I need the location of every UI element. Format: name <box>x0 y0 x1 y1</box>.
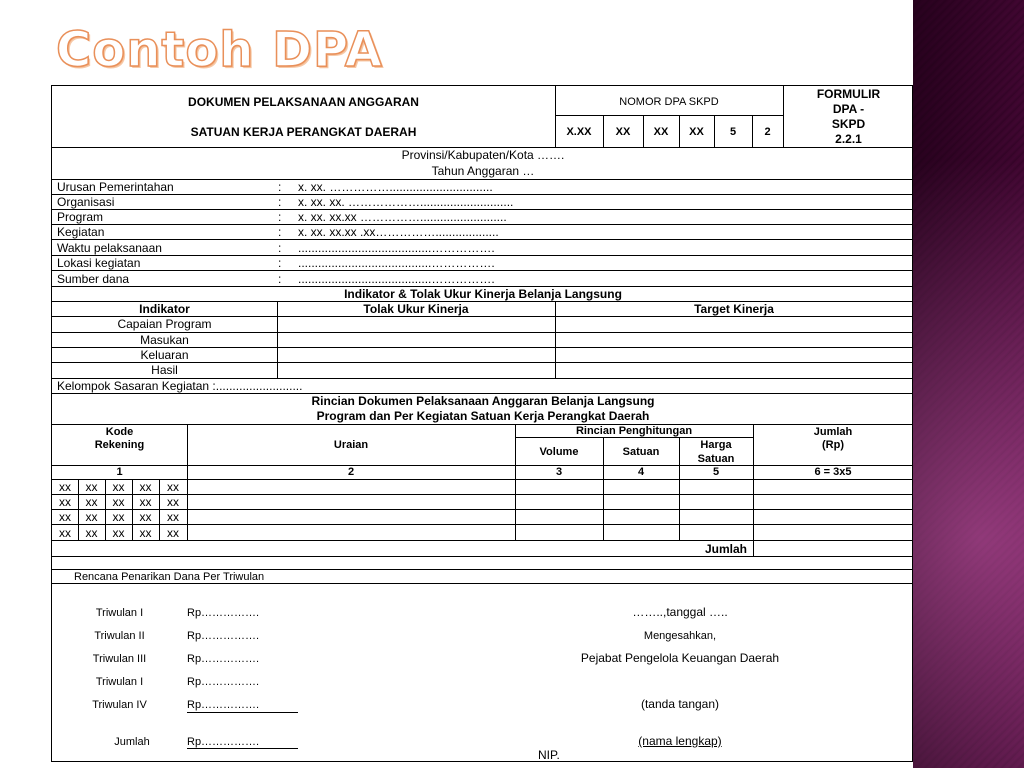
col-number: 5 <box>712 466 720 478</box>
jumlah-penarikan-label: Jumlah <box>114 736 150 748</box>
formulir-line: FORMULIR <box>816 87 881 101</box>
info-sep: : <box>278 241 282 255</box>
nomor-dpa-label: NOMOR DPA SKPD <box>619 96 719 108</box>
triwulan-label: Triwulan I <box>95 676 144 688</box>
rekening-label: Rekening <box>94 439 145 451</box>
triwulan-value: Rp……………. <box>187 653 260 665</box>
divider <box>52 270 913 271</box>
triwulan-label: Triwulan III <box>92 653 147 665</box>
jumlah-label: Jumlah <box>813 426 853 438</box>
info-value: x. xx. xx.xx .xx……………................... <box>298 225 499 239</box>
indikator-heading: Indikator & Tolak Ukur Kinerja Belanja Langsung <box>344 287 622 301</box>
info-value: ........................................……………. <box>298 272 495 286</box>
col-tolak-ukur: Tolak Ukur Kinerja <box>363 302 469 316</box>
info-sep: : <box>278 180 282 194</box>
col-number: 4 <box>637 466 645 478</box>
signature-pejabat: Pejabat Pengelola Keuangan Daerah <box>580 651 780 665</box>
harga-label: Harga <box>700 439 732 451</box>
region-line-2: Tahun Anggaran … <box>431 164 535 178</box>
doc-title-line-1: DOKUMEN PELAKSANAAN ANGGARAN <box>188 95 419 109</box>
info-sep: : <box>278 272 282 286</box>
indikator-row: Hasil <box>151 363 178 377</box>
code-cell: xx <box>85 526 98 540</box>
code-cell: xx <box>167 526 179 540</box>
jumlah-penarikan-value: Rp……………. <box>187 736 260 748</box>
code-cell: xx <box>139 495 152 509</box>
nomor-code: XX <box>653 126 669 138</box>
code-cell: xx <box>59 480 71 494</box>
info-value: x. xx. ……………............................... <box>298 180 493 194</box>
signature-nip: NIP. <box>538 748 560 762</box>
col-number: 3 <box>555 466 563 478</box>
rincian-heading-1: Rincian Dokumen Pelaksanaan Anggaran Belanja Langsung <box>311 394 655 408</box>
triwulan-label: Triwulan IV <box>92 699 147 711</box>
formulir-line: SKPD <box>831 117 866 131</box>
triwulan-value: Rp……………. <box>187 699 260 711</box>
divider <box>187 748 298 749</box>
signature-date: ……..,tanggal ….. <box>632 605 728 619</box>
code-cell: xx <box>167 495 179 509</box>
jumlah-rp-label: (Rp) <box>822 439 844 451</box>
formulir-line: 2.2.1 <box>835 132 862 146</box>
signature-mengesahkan: Mengesahkan, <box>643 630 717 642</box>
info-label: Kegiatan <box>57 225 105 239</box>
indikator-row: Masukan <box>140 333 189 347</box>
info-value: x. xx. xx. ………………............................ <box>298 195 514 209</box>
divider <box>52 239 913 240</box>
slide-title: Contoh DPA <box>56 22 383 78</box>
code-cell: xx <box>112 526 125 540</box>
indikator-row: Keluaran <box>140 348 189 362</box>
divider <box>515 424 516 540</box>
triwulan-value: Rp……………. <box>187 630 260 642</box>
divider <box>52 556 913 557</box>
triwulan-value: Rp……………. <box>187 607 260 619</box>
region-line-1: Provinsi/Kabupaten/Kota ……. <box>401 148 565 162</box>
code-cell: xx <box>59 526 71 540</box>
formulir-line: DPA - <box>832 102 865 116</box>
code-cell: xx <box>139 480 152 494</box>
code-cell: xx <box>167 510 179 524</box>
code-cell: xx <box>112 480 125 494</box>
nomor-code: XX <box>689 126 704 138</box>
divider <box>52 524 913 525</box>
dpa-form <box>51 85 913 762</box>
info-sep: : <box>278 256 282 270</box>
code-cell: xx <box>167 480 179 494</box>
info-sep: : <box>278 195 282 209</box>
nomor-code: 2 <box>764 126 771 138</box>
decorative-side-panel <box>913 0 1024 768</box>
rincian-heading-2: Program dan Per Kegiatan Satuan Kerja Perangkat Daerah <box>316 409 650 423</box>
harga-satuan-label: Satuan <box>697 453 735 465</box>
code-cell: xx <box>85 495 98 509</box>
kode-label: Kode <box>105 426 134 438</box>
doc-title-line-2: SATUAN KERJA PERANGKAT DAERAH <box>190 125 417 139</box>
info-label: Lokasi kegiatan <box>57 256 141 270</box>
code-cell: xx <box>85 510 98 524</box>
penghitungan-label: Rincian Penghitungan <box>575 425 693 437</box>
info-label: Waktu pelaksanaan <box>57 241 162 255</box>
info-label: Organisasi <box>57 195 115 209</box>
code-cell: xx <box>139 510 152 524</box>
nomor-code: 5 <box>729 126 737 138</box>
col-number: 2 <box>347 466 355 478</box>
nomor-code: X.XX <box>566 126 592 138</box>
volume-label: Volume <box>539 446 579 458</box>
jumlah-total-label: Jumlah <box>705 542 748 556</box>
info-sep: : <box>278 225 282 239</box>
info-label: Program <box>57 210 104 224</box>
code-cell: xx <box>139 526 152 540</box>
divider <box>52 583 913 584</box>
col-number: 6 = 3x5 <box>814 466 852 478</box>
triwulan-label: Triwulan II <box>94 630 145 642</box>
code-cell: xx <box>112 510 125 524</box>
col-number: 1 <box>116 466 123 478</box>
info-sep: : <box>278 210 282 224</box>
signature-tanda-tangan: (tanda tangan) <box>640 697 720 711</box>
satuan-label: Satuan <box>622 446 660 458</box>
uraian-label: Uraian <box>333 439 369 451</box>
divider <box>555 115 783 116</box>
info-label: Urusan Pemerintahan <box>57 180 174 194</box>
code-cell: xx <box>59 510 71 524</box>
indikator-row: Capaian Program <box>117 317 212 331</box>
info-label: Sumber dana <box>57 272 130 286</box>
info-value: ........................................……………. <box>298 241 495 255</box>
nomor-code: XX <box>615 126 631 138</box>
info-value: x. xx. xx.xx …………….......................... <box>298 210 507 224</box>
col-target: Target Kinerja <box>694 302 774 316</box>
info-value: ........................................……………. <box>298 256 495 270</box>
triwulan-value: Rp……………. <box>187 676 260 688</box>
code-cell: xx <box>85 480 98 494</box>
kelompok-sasaran: Kelompok Sasaran Kegiatan :.......................... <box>57 379 303 393</box>
code-cell: xx <box>59 495 71 509</box>
divider <box>52 540 913 541</box>
rencana-heading: Rencana Penarikan Dana Per Triwulan <box>74 571 265 583</box>
triwulan-label: Triwulan I <box>95 607 144 619</box>
col-indikator: Indikator <box>139 302 190 316</box>
code-cell: xx <box>112 495 125 509</box>
divider <box>187 712 298 713</box>
signature-nama: (nama lengkap) <box>638 734 722 748</box>
